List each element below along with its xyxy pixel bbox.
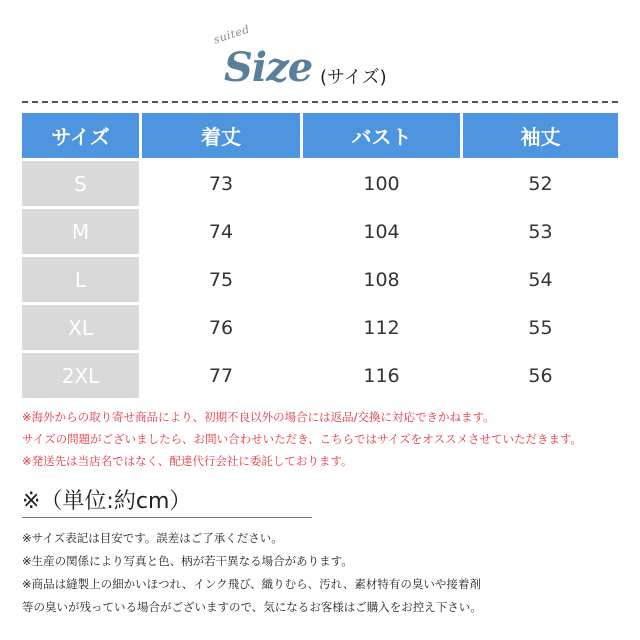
header-bust: バスト [303, 113, 460, 158]
dashed-divider [22, 101, 618, 103]
size-cell: 2XL [22, 353, 139, 398]
black-notes [22, 527, 482, 619]
bust-cell: 116 [303, 353, 460, 398]
table-header-row [22, 113, 618, 158]
sleeve-cell: 56 [463, 353, 618, 398]
header-length: 着丈 [142, 113, 300, 158]
length-cell: 77 [142, 353, 300, 398]
bust-cell: 104 [303, 209, 460, 254]
size-cell: XL [22, 305, 139, 350]
header-size: サイズ [22, 113, 139, 158]
red-note-line: サイズの問題がございましたら、お問い合わせいただき、こちらではサイズをオススメさせていただきます。 [22, 432, 583, 446]
size-cell: M [22, 209, 139, 254]
black-note-line: 等の臭いが残っている場合がございますので、気になるお客様はご購入をお控え下さい。 [22, 600, 482, 614]
sleeve-cell: 53 [463, 209, 618, 254]
length-cell: 73 [142, 161, 300, 206]
black-note-line: ※生産の関係により写真と色、柄が若干異なる場合があります。 [22, 554, 353, 568]
sleeve-cell: 52 [463, 161, 618, 206]
black-note-line: ※商品は縫製上の細かいほつれ、インク飛び、織りむら、汚れ、素材特有の臭いや接着剤 [22, 577, 481, 591]
table-row [22, 161, 618, 206]
size-cell: L [22, 257, 139, 302]
header-sleeve: 袖丈 [463, 113, 618, 158]
red-notes [22, 406, 582, 472]
unit-label: ※（単位:約cm） [22, 489, 192, 514]
length-cell: 74 [142, 209, 300, 254]
unit-underline [22, 517, 312, 518]
size-table [22, 113, 618, 401]
size-cell: S [22, 161, 139, 206]
table-row [22, 257, 618, 302]
bust-cell: 108 [303, 257, 460, 302]
table-row [22, 209, 618, 254]
red-note-line: ※発送先は当店名ではなく、配達代行会社に委託しております。 [22, 454, 353, 468]
size-title-jp: (サイズ) [320, 67, 387, 88]
bust-cell: 112 [303, 305, 460, 350]
size-title: Size [224, 44, 313, 91]
black-note-line: ※サイズ表記は目安です。誤差はご了承ください。 [22, 531, 283, 545]
suited-script-text: suited [211, 22, 252, 47]
length-cell: 76 [142, 305, 300, 350]
table-row [22, 353, 618, 398]
length-cell: 75 [142, 257, 300, 302]
size-title-block [0, 0, 640, 100]
red-note-line: ※海外からの取り寄せ商品により、初期不良以外の場合には返品/交換に対応できかねます。 [22, 410, 495, 424]
bust-cell: 100 [303, 161, 460, 206]
sleeve-cell: 54 [463, 257, 618, 302]
sleeve-cell: 55 [463, 305, 618, 350]
table-row [22, 305, 618, 350]
